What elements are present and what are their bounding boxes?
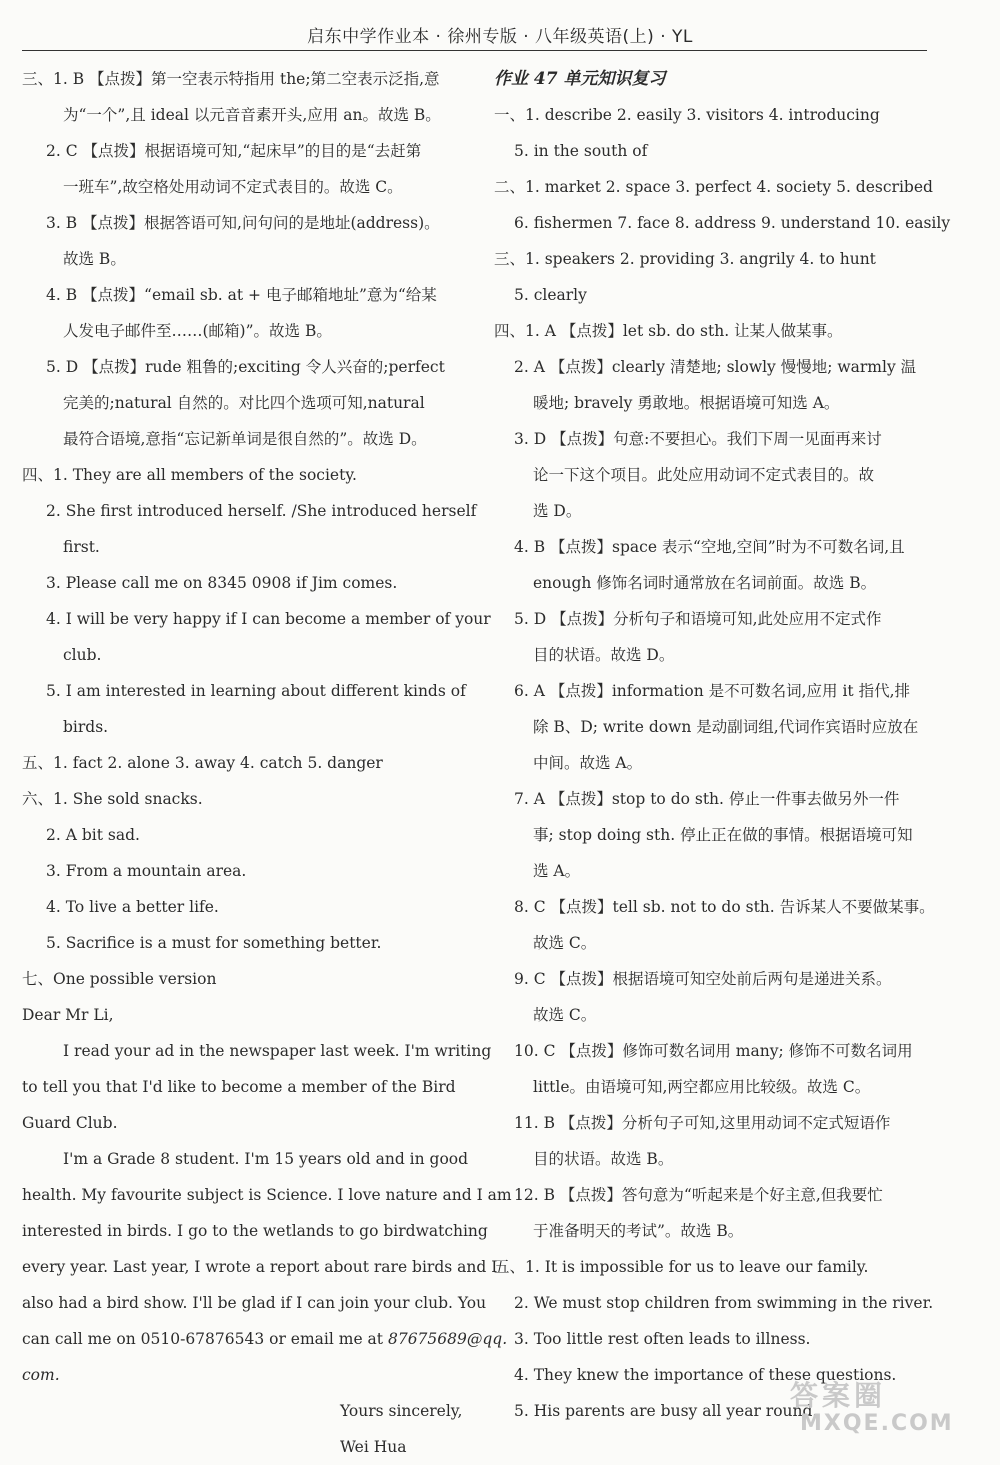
answer-line: first. — [63, 538, 100, 556]
answer-line: 4. B 【点拨】“email sb. at + 电子邮箱地址”意为“给某 — [46, 286, 437, 304]
answer-line: 9. C 【点拨】根据语境可知空处前后两句是递进关系。 — [514, 970, 892, 988]
answer-line: 3. B 【点拨】根据答语可知,问句问的是地址(address)。 — [46, 214, 440, 232]
left-column — [22, 61, 512, 1465]
email-address: 87675689@qq. — [387, 1330, 508, 1348]
answer-line: little。由语境可知,两空都应用比较级。故选 C。 — [533, 1078, 871, 1096]
answer-line: 四、1. They are all members of the society. — [22, 466, 357, 484]
answer-line: 5. in the south of — [514, 142, 648, 160]
answer-line: 七、One possible version — [22, 970, 217, 988]
letter-line — [22, 1321, 508, 1357]
answer-line: 10. C 【点拨】修饰可数名词用 many; 修饰不可数名词用 — [514, 1042, 913, 1060]
answer-line: 11. B 【点拨】分析句子可知,这里用动词不定式短语作 — [514, 1114, 891, 1132]
answer-line: 2. She first introduced herself. /She introduced herself — [46, 502, 477, 520]
letter-line: I read your ad in the newspaper last week. I'm writing — [63, 1042, 492, 1060]
answer-line: 六、1. She sold snacks. — [22, 790, 203, 808]
answer-line: 选 D。 — [533, 502, 582, 520]
answer-line: 故选 B。 — [63, 250, 126, 268]
answer-line: 2. C 【点拨】根据语境可知,“起床早”的目的是“去赶第 — [46, 142, 422, 160]
answer-line: 中间。故选 A。 — [533, 754, 643, 772]
answer-line: 5. Sacrifice is a must for something better. — [46, 934, 382, 952]
answer-line: 5. I am interested in learning about different kinds of — [46, 682, 466, 700]
answer-line: 二、1. market 2. space 3. perfect 4. society 5. described — [494, 178, 933, 196]
letter-signature: Wei Hua — [340, 1438, 407, 1456]
watermark-text: 答案圈 — [790, 1379, 887, 1412]
answer-line: 论一下这个项目。此处应用动词不定式表目的。故 — [533, 466, 875, 484]
answer-line: 暖地; bravely 勇敢地。根据语境可知选 A。 — [533, 394, 840, 412]
answer-line: club. — [63, 646, 102, 664]
letter-closing: Yours sincerely, — [340, 1402, 463, 1420]
letter-greeting: Dear Mr Li, — [22, 1006, 114, 1024]
answer-line: 目的状语。故选 B。 — [533, 1150, 674, 1168]
answer-line: 7. A 【点拨】stop to do sth. 停止一件事去做另外一件 — [514, 790, 900, 808]
answer-line: 最符合语境,意指“忘记新单词是很自然的”。故选 D。 — [63, 430, 427, 448]
answer-line: 一、1. describe 2. easily 3. visitors 4. introducing — [494, 106, 880, 124]
answer-line: 5. His parents are busy all year round. — [514, 1402, 818, 1420]
answer-line: enough 修饰名词时通常放在名词前面。故选 B。 — [533, 574, 877, 592]
letter-line: also had a bird show. I'll be glad if I can join your club. You — [22, 1294, 487, 1312]
answer-line: 3. D 【点拨】句意:不要担心。我们下周一见面再来讨 — [514, 430, 882, 448]
answer-line: 3. Too little rest often leads to illness. — [514, 1330, 811, 1348]
answer-line: 5. D 【点拨】分析句子和语境可知,此处应用不定式作 — [514, 610, 882, 628]
answer-line: 于准备明天的考试”。故选 B。 — [533, 1222, 744, 1240]
answer-line: 2. A bit sad. — [46, 826, 140, 844]
answer-line: 三、1. speakers 2. providing 3. angrily 4. to hunt — [494, 250, 876, 268]
answer-line: 6. fishermen 7. face 8. address 9. understand 10. easily — [514, 214, 951, 232]
answer-line: birds. — [63, 718, 109, 736]
answer-line: 四、1. A 【点拨】let sb. do sth. 让某人做某事。 — [494, 322, 843, 340]
answer-line: 为“一个”,且 ideal 以元音音素开头,应用 an。故选 B。 — [63, 106, 441, 124]
answer-line: 事; stop doing sth. 停止正在做的事情。根据语境可知 — [533, 826, 913, 844]
answer-line: 6. A 【点拨】information 是不可数名词,应用 it 指代,排 — [514, 682, 911, 700]
letter-line: com. — [22, 1366, 60, 1384]
answer-line: 3. Please call me on 8345 0908 if Jim comes. — [46, 574, 398, 592]
answer-line: 人发电子邮件至……(邮箱)”。故选 B。 — [63, 322, 332, 340]
letter-line: interested in birds. I go to the wetlands to go birdwatching — [22, 1222, 488, 1240]
answer-line: 4. To live a better life. — [46, 898, 219, 916]
letter-line: Guard Club. — [22, 1114, 118, 1132]
page-header: 启东中学作业本 · 徐州专版 · 八年级英语(上) · YL — [307, 27, 693, 47]
answer-line: 12. B 【点拨】答句意为“听起来是个好主意,但我要忙 — [514, 1186, 883, 1204]
homework-title: 作业 47 单元知识复习 — [494, 69, 666, 89]
answer-line: 三、1. B 【点拨】第一空表示特指用 the;第二空表示泛指,意 — [22, 70, 440, 88]
answer-line: 五、1. fact 2. alone 3. away 4. catch 5. danger — [22, 754, 383, 772]
answer-line: 2. We must stop children from swimming in the river. — [514, 1294, 934, 1312]
answer-line: 完美的;natural 自然的。对比四个选项可知,natural — [63, 394, 425, 412]
answer-line: 除 B、D; write down 是动副词组,代词作宾语时应放在 — [533, 718, 919, 736]
answer-line: 4. They knew the importance of these questions. — [514, 1366, 897, 1384]
letter-line: I'm a Grade 8 student. I'm 15 years old and in good — [63, 1150, 469, 1168]
letter-line: health. My favourite subject is Science. I love nature and I am — [22, 1186, 512, 1204]
watermark-url: MXQE.COM — [800, 1411, 954, 1436]
answer-line: 目的状语。故选 D。 — [533, 646, 675, 664]
header-divider — [22, 50, 927, 51]
answer-line: 五、1. It is impossible for us to leave our family. — [494, 1258, 869, 1276]
answer-line: 5. clearly — [514, 286, 587, 304]
right-column — [494, 61, 951, 1429]
watermark-logo — [790, 1380, 980, 1440]
letter-line: every year. Last year, I wrote a report about rare birds and I — [22, 1258, 498, 1276]
answer-line: 4. I will be very happy if I can become a member of your — [46, 610, 491, 628]
answer-line: 选 A。 — [533, 862, 581, 880]
letter-text: can call me on 0510-67876543 or email me at — [22, 1330, 384, 1348]
answer-line: 故选 C。 — [533, 934, 597, 952]
answer-line: 8. C 【点拨】tell sb. not to do sth. 告诉某人不要做某事。 — [514, 898, 935, 916]
letter-line: to tell you that I'd like to become a member of the Bird — [22, 1078, 456, 1096]
answer-line: 2. A 【点拨】clearly 清楚地; slowly 慢慢地; warmly 温 — [514, 358, 917, 376]
answer-line: 3. From a mountain area. — [46, 862, 247, 880]
answer-line: 4. B 【点拨】space 表示“空地,空间”时为不可数名词,且 — [514, 538, 905, 556]
answer-line: 故选 C。 — [533, 1006, 597, 1024]
answer-line: 5. D 【点拨】rude 粗鲁的;exciting 令人兴奋的;perfect — [46, 358, 445, 376]
answer-line: 一班车”,故空格处用动词不定式表目的。故选 C。 — [63, 178, 403, 196]
